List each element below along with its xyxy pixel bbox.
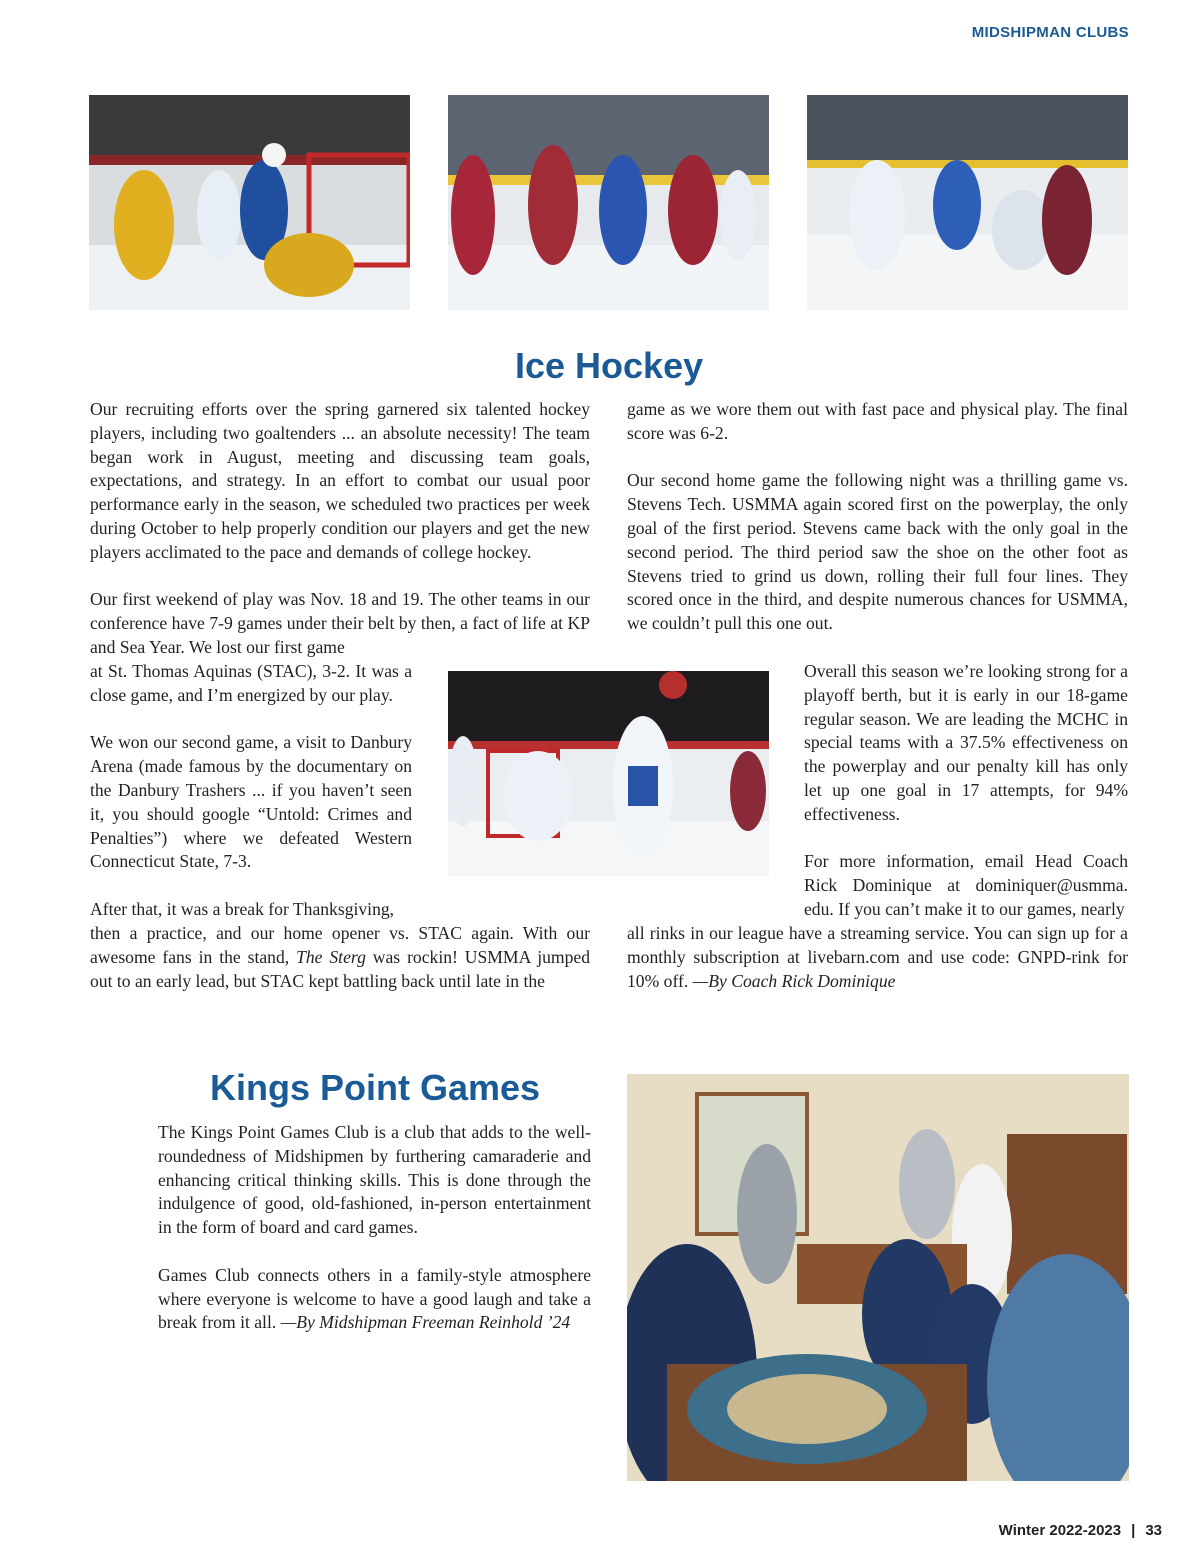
games-byline: —By Midshipman Freeman Reinhold ’24 [280,1312,571,1333]
hockey-paragraph: Our second home game the following night was a thrilling game vs. Stevens Tech. USMMA again scored first on the powerplay, the only goal of the first period. Stevens came back with the only goal in the second period. The third period saw the shoe on the other foot as Stevens tried to grind us down, rolling their full four lines. They scored once in the third, and despite numerous chances for USMMA, we couldn’t pull this one out. [627,470,1128,634]
hockey-paragraph: Overall this season we’re looking strong for a playoff berth, but it is early in our 18-game regular season. We are leading the MCHC in special teams with a 37.5% effectiveness on the powerplay and our penalty kill has only let up one goal in 17 attempts, for 94% effectiveness. [804,661,1128,824]
hockey-right-narrow-column [804,660,1128,922]
hockey-paragraph: We won our second game, a visit to Danbury Arena (made famous by the documentary on the Danbury Trashers ... if you haven’t seen it, you should google “Untold: Crimes and Penalties”) where we defeated Western Connecticut State, 7-3. [90,732,412,872]
games-paragraph: The Kings Point Games Club is a club that adds to the well-roundedness of Midshipmen by furthering camaraderie and enhancing critical thinking skills. This is done through the indulgence of good, old-fashioned, in-person entertainment in the form of board and card games. [158,1122,591,1238]
hockey-right-bottom [627,922,1128,993]
page-number: 33 [1145,1522,1162,1539]
footer-separator: | [1131,1522,1136,1539]
hockey-paragraph: Our first weekend of play was Nov. 18 and 19. The other teams in our conference have 7-9 games under their belt by then, a fact of life at KP and Sea Year. We lost our first game [90,589,590,657]
hockey-photo-1 [89,95,410,310]
fan-name: The Sterg [296,946,366,967]
hockey-right-column [627,398,1128,636]
hockey-left-bottom [90,922,590,993]
hockey-paragraph: After that, it was a break for Thanksgiving, [90,898,395,919]
games-paragraph: Games Club connects others in a family-style atmosphere where everyone is welcome to have a good laugh and take a break from it all. —By Midshipman Freeman Reinhold ’24 [158,1264,591,1333]
hockey-left-narrow-column [90,660,412,922]
hockey-photo-center [448,671,769,876]
hockey-byline: —By Coach Rick Dominique [692,970,896,991]
section-label: MIDSHIPMAN CLUBS [971,24,1129,41]
hockey-left-column [90,398,590,660]
hockey-photo-2 [448,95,769,310]
hockey-paragraph: at St. Thomas Aquinas (STAC), 3-2. It was a close game, and I’m energized by our play. [90,661,412,705]
kings-point-games-title: Kings Point Games [210,1067,541,1108]
hockey-paragraph: game as we wore them out with fast pace and physical play. The final score was 6-2. [627,399,1128,443]
hockey-paragraph: all rinks in our league have a streaming service. You can sign up for a monthly subscription at livebarn.com and use code: GNPD-rink for 10% off. —By Coach Rick Dominique [627,923,1128,991]
games-text [158,1121,591,1335]
games-club-photo [627,1074,1129,1481]
hockey-photo-3 [807,95,1128,310]
hockey-paragraph: then a practice, and our home opener vs. STAC again. With our awesome fans in the stand, The Sterg was rockin! USMMA jumped out to an early lead, but STAC kept battling back until late in the [90,923,590,991]
hockey-paragraph: Our recruiting efforts over the spring garnered six talented hockey players, including two goaltenders ... an absolute necessity! The team began work in August, meeting and discussing team goals, expectations, and strategy. In an effort to combat our usual poor performance early in the season, we scheduled two practices per week during October to help properly condition our players and get the new players acclimated to the pace and demands of college hockey. [90,399,590,562]
page-footer [999,1522,1162,1539]
ice-hockey-title: Ice Hockey [515,345,704,386]
issue-label: Winter 2022-2023 [998,1522,1122,1539]
hockey-paragraph: For more information, email Head Coach Rick Dominique at dominiquer@usmma. edu. If you can’t make it to our games, nearly [804,851,1128,919]
